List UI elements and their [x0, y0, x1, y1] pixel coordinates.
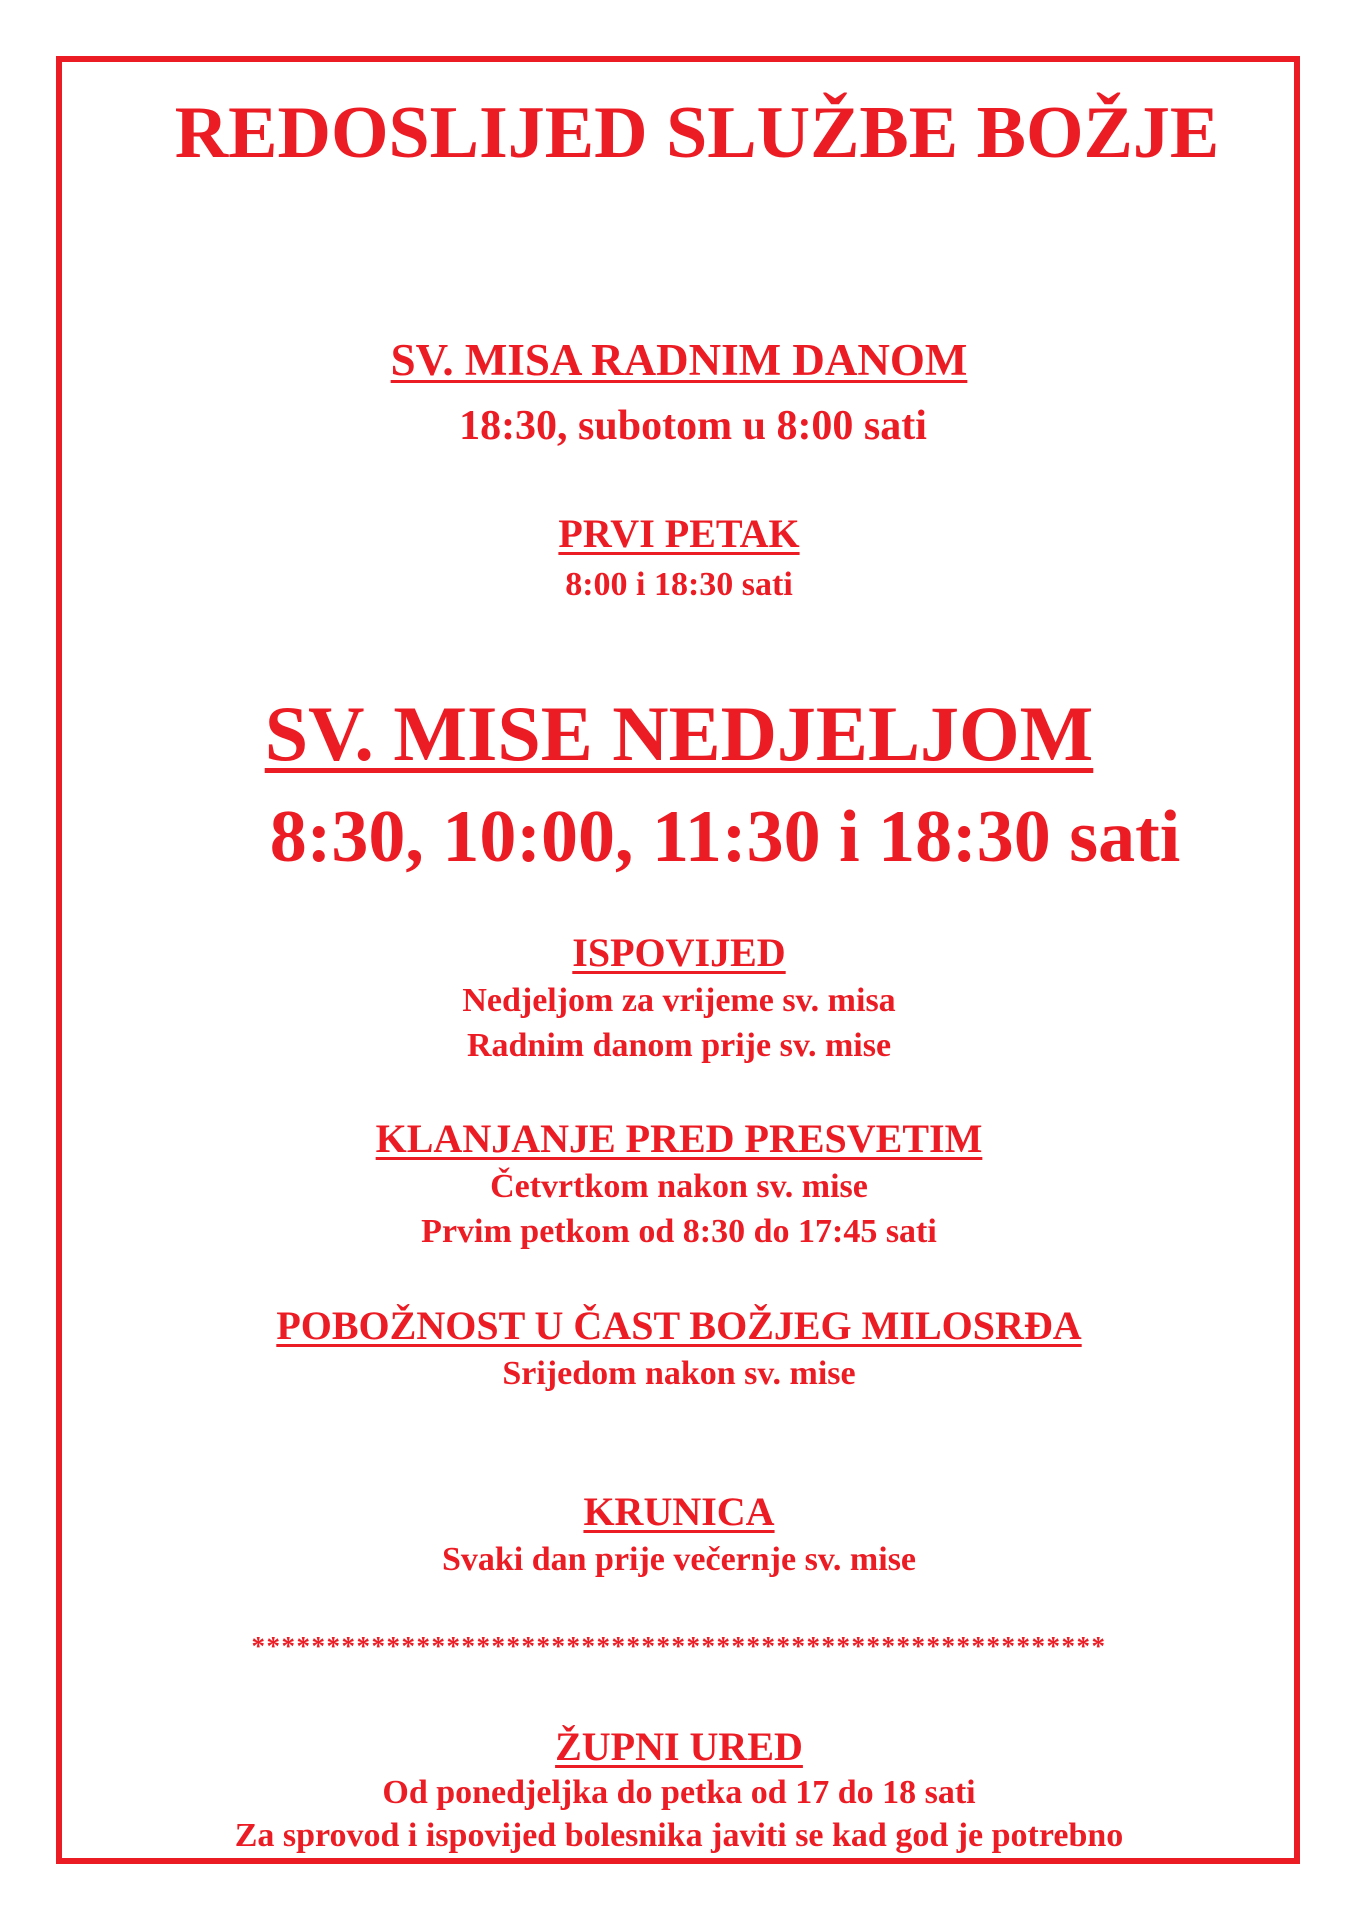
confession-heading: ISPOVIJED — [572, 930, 786, 975]
sunday-masses-times: 8:30, 10:00, 11:30 i 18:30 sati — [269, 796, 1181, 878]
parish-office-line-2: Za sprovod i ispovijed bolesnika javiti se kad god je potrebno — [234, 1817, 1124, 1854]
first-friday-times: 8:00 i 18:30 sati — [565, 566, 793, 603]
separator-stars: ********************************************************* — [251, 1631, 1107, 1661]
first-friday-heading: PRVI PETAK — [558, 511, 800, 556]
weekday-mass-heading: SV. MISA RADNIM DANOM — [390, 335, 968, 385]
adoration-line-1: Četvrtkom nakon sv. mise — [490, 1168, 868, 1205]
divine-mercy-line-1: Srijedom nakon sv. mise — [502, 1355, 856, 1392]
rosary-heading: KRUNICA — [583, 1489, 775, 1534]
parish-office-heading: ŽUPNI URED — [555, 1724, 803, 1769]
adoration-line-2: Prvim petkom od 8:30 do 17:45 sati — [421, 1213, 937, 1250]
adoration-heading: KLANJANJE PRED PRESVETIM — [375, 1116, 983, 1161]
sunday-masses-heading: SV. MISE NEDJELJOM — [264, 690, 1094, 777]
divine-mercy-heading: POBOŽNOST U ČAST BOŽJEG MILOSRĐA — [276, 1303, 1082, 1348]
parish-office-line-1: Od ponedjeljka do petka od 17 do 18 sati — [382, 1774, 976, 1811]
page-title: REDOSLIJED SLUŽBE BOŽJE — [174, 92, 1220, 174]
confession-line-1: Nedjeljom za vrijeme sv. misa — [462, 982, 896, 1019]
confession-line-2: Radnim danom prije sv. mise — [466, 1027, 892, 1064]
rosary-line-1: Svaki dan prije večernje sv. mise — [441, 1541, 917, 1578]
weekday-mass-times: 18:30, subotom u 8:00 sati — [459, 403, 927, 449]
